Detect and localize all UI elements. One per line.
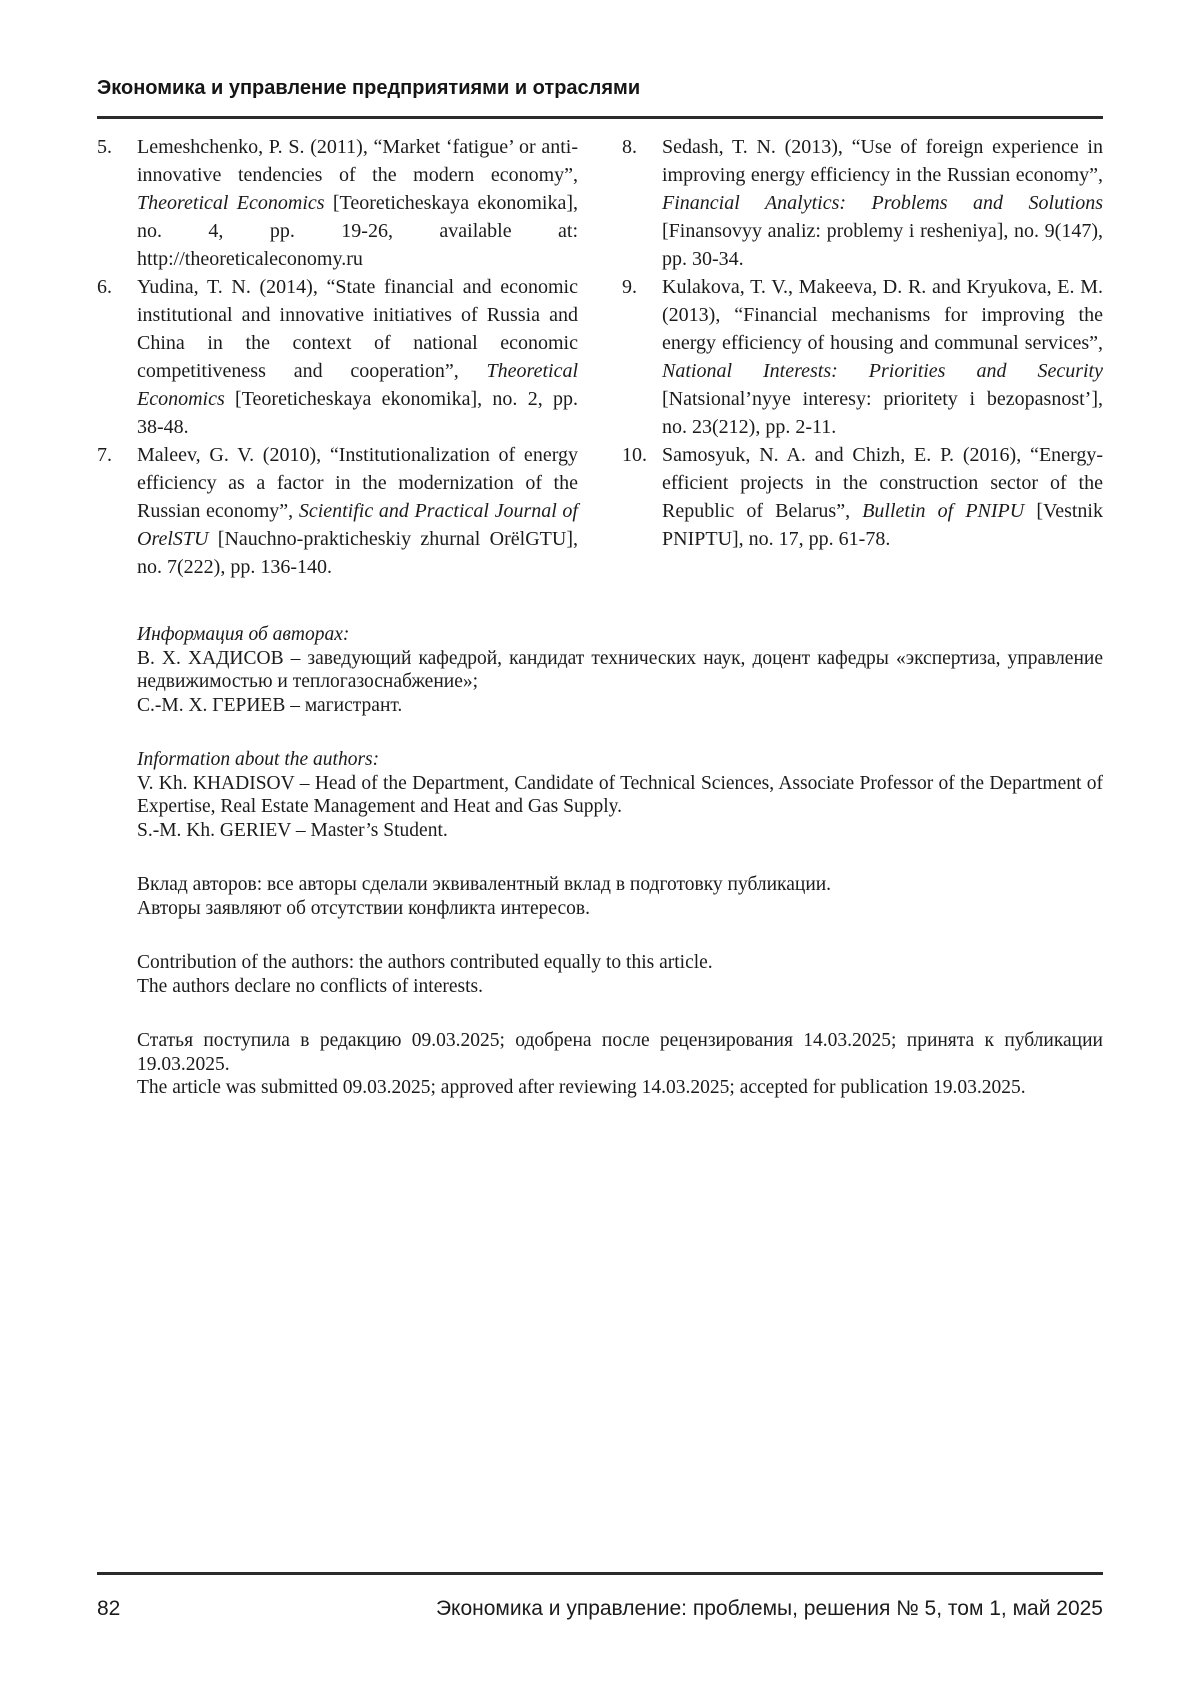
page-number: 82 (97, 1597, 121, 1620)
author-en-line: V. Kh. KHADISOV – Head of the Department, Candidate of Technical Sciences, Associate Professor of the Department of Expertise, Real Estate Management and Heat and Gas Supply. (137, 772, 1103, 817)
author-ru-line: С.-М. Х. ГЕРИЕВ – магистрант. (137, 694, 403, 716)
contribution-ru (137, 873, 1103, 920)
reference-item (97, 441, 578, 581)
references-column-left (97, 133, 578, 581)
running-head: Экономика и управление предприятиями и отраслями (97, 77, 641, 99)
reference-text: Samosyuk, N. A. and Chizh, E. P. (2016), “Energy-efficient projects in the construction sector of the Republic of Belarus”, Bulletin of PNIPU [Vestnik PNIPTU], no. 17, pp. 61-78. (662, 444, 1103, 550)
page-content (0, 76, 1200, 1100)
reference-number: 10. (622, 444, 647, 466)
authors-info-en (137, 748, 1103, 842)
reference-text: Yudina, T. N. (2014), “State financial and economic institutional and innovative initiatives of Russia and China in the context of national economic competitiveness and cooperation”, Theoretical Economics [Teoreticheskaya ekonomika], no. 2, pp. 38-48. (137, 276, 578, 438)
back-matter (137, 623, 1103, 1100)
reference-text: Maleev, G. V. (2010), “Institutionalization of energy efficiency as a factor in the modernization of the Russian economy”, Scientific and Practical Journal of OrelSTU [Nauchno-prakticheskiy zhurnal OrëlGTU], no. 7(222), pp. 136-140. (137, 444, 578, 578)
reference-text: Sedash, T. N. (2013), “Use of foreign experience in improving energy efficiency in the Russian economy”, Financial Analytics: Problems and Solutions [Finansovyy analiz: problemy i resheniya], no. 9(147), pp. 30-34. (662, 136, 1103, 270)
contribution-en (137, 951, 1103, 998)
references-section (97, 133, 1103, 581)
reference-number: 7. (97, 444, 112, 466)
author-en-line: S.-M. Kh. GERIEV – Master’s Student. (137, 819, 448, 841)
reference-number: 8. (622, 136, 637, 158)
reference-item (97, 133, 578, 273)
authors-info-ru-heading: Информация об авторах: (137, 624, 350, 645)
reference-text: Lemeshchenko, P. S. (2011), “Market ‘fatigue’ or anti-innovative tendencies of the modern economy”, Theoretical Economics [Teoreticheskaya ekonomika], no. 4, pp. 19-26, available at: http://theoreticaleconomy.ru (137, 136, 579, 270)
reference-item (622, 133, 1103, 273)
authors-info-ru (137, 623, 1103, 717)
authors-info-en-heading: Information about the authors: (137, 749, 380, 770)
reference-item (622, 441, 1103, 553)
footer-row (97, 1596, 1103, 1621)
author-ru-line: В. Х. ХАДИСОВ – заведующий кафедрой, кандидат технических наук, доцент кафедры «экспертиза, управление недвижимостью и теплогазоснабжение»; (137, 647, 1103, 692)
contribution-en-line: The authors declare no conflicts of interests. (137, 975, 484, 997)
reference-number: 5. (97, 136, 112, 158)
submission-dates-ru: Статья поступила в редакцию 09.03.2025; одобрена после рецензирования 14.03.2025; принята к публикации 19.03.2025. (137, 1030, 1103, 1075)
references-column-right (622, 133, 1103, 581)
reference-item (622, 273, 1103, 441)
footer-rule (97, 1572, 1103, 1575)
reference-number: 9. (622, 276, 637, 298)
reference-text: Kulakova, T. V., Makeeva, D. R. and Kryukova, E. M. (2013), “Financial mechanisms for improving the energy efficiency of housing and communal services”, National Interests: Priorities and Security [Natsional’nyye interesy: prioritety i bezopasnost’], no. 23(212), pp. 2-11. (662, 276, 1103, 438)
submission-dates (137, 1029, 1103, 1100)
contribution-en-line: Contribution of the authors: the authors contributed equally to this article. (137, 952, 713, 973)
contribution-ru-line: Вклад авторов: все авторы сделали эквивалентный вклад в подготовку публикации. (137, 874, 832, 895)
reference-item (97, 273, 578, 441)
submission-dates-en: The article was submitted 09.03.2025; approved after reviewing 14.03.2025; accepted for publication 19.03.2025. (137, 1077, 1026, 1098)
journal-info: Экономика и управление: проблемы, решения № 5, том 1, май 2025 (435, 1597, 1103, 1620)
header-rule (97, 116, 1103, 119)
page-footer (97, 1572, 1103, 1621)
contribution-ru-line: Авторы заявляют об отсутствии конфликта интересов. (137, 897, 590, 919)
reference-number: 6. (97, 276, 112, 298)
